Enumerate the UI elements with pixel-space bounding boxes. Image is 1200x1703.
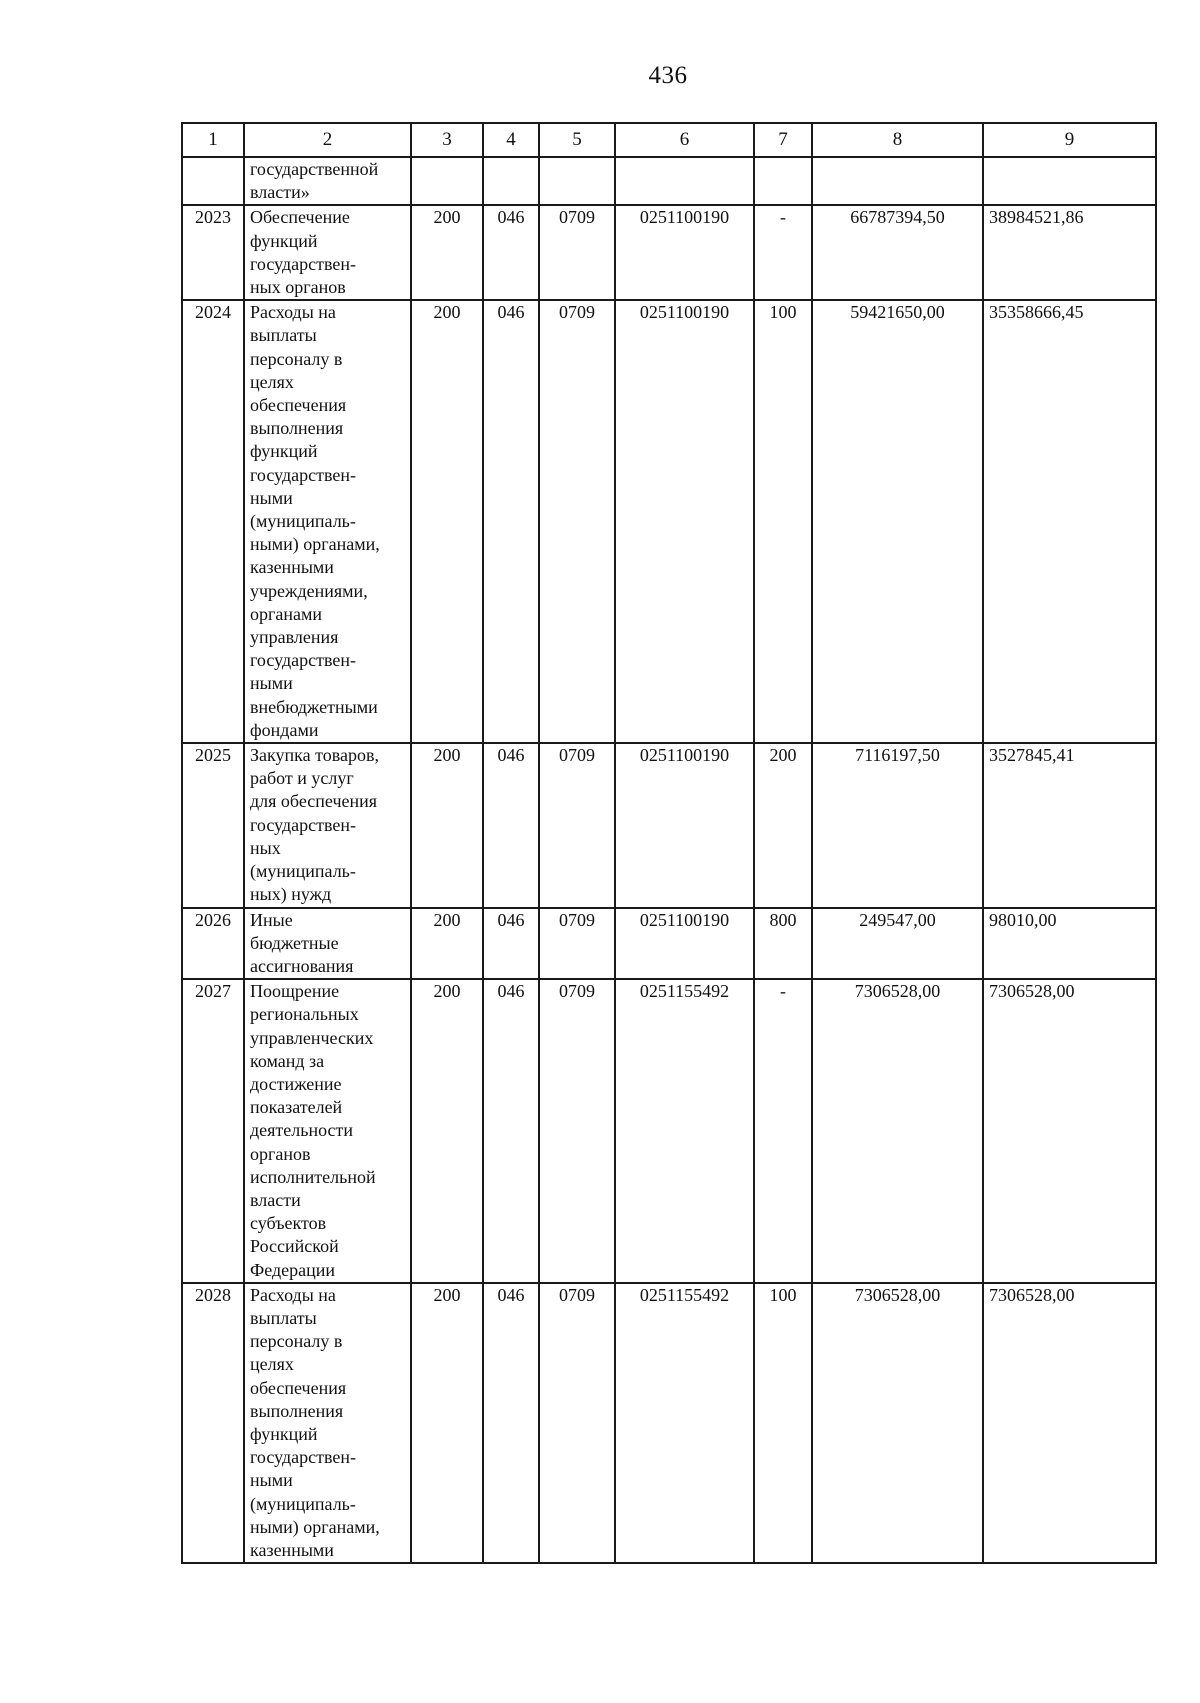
row-number-cell: 2027 — [182, 979, 244, 1283]
code-cell-3: 200 — [411, 908, 483, 980]
item-name-line: органов — [250, 1143, 311, 1164]
item-name-cell — [244, 157, 411, 205]
item-name-line: функций — [250, 441, 318, 462]
item-name-line: ными — [250, 487, 293, 508]
amount-cell-8: 7306528,00 — [812, 979, 983, 1283]
item-name-line: (муниципаль- — [250, 1493, 356, 1514]
code-cell-3: 200 — [411, 1283, 483, 1563]
column-header: 4 — [483, 123, 539, 157]
item-name-line: государствен- — [250, 1447, 357, 1468]
amount-cell-9: 38984521,86 — [983, 205, 1156, 300]
column-header: 8 — [812, 123, 983, 157]
item-name-line: персоналу в — [250, 348, 343, 369]
table-row — [182, 908, 1156, 980]
item-name-line: для обеспечения — [250, 791, 378, 812]
item-name-cell — [244, 743, 411, 907]
item-name-line: Поощрение — [250, 981, 340, 1002]
item-name-cell — [244, 908, 411, 980]
item-name-line: фондами — [250, 719, 319, 740]
column-header: 9 — [983, 123, 1156, 157]
table-row — [182, 1283, 1156, 1563]
item-name-line: государствен- — [250, 814, 357, 835]
row-number-cell: 2028 — [182, 1283, 244, 1563]
section-code-cell — [539, 157, 615, 205]
code-cell-3: 200 — [411, 979, 483, 1283]
row-number-cell: 2023 — [182, 205, 244, 300]
table-row — [182, 205, 1156, 300]
item-name-line: внебюджетными — [250, 696, 378, 717]
amount-cell-8: 7306528,00 — [812, 1283, 983, 1563]
item-name-line: выплаты — [250, 1307, 317, 1328]
code-cell-4: 046 — [483, 300, 539, 743]
expense-type-cell — [754, 157, 812, 205]
row-number-cell: 2024 — [182, 300, 244, 743]
item-name-line: органами — [250, 603, 323, 624]
column-header: 5 — [539, 123, 615, 157]
item-name-line: ными — [250, 1470, 293, 1491]
budget-table — [181, 122, 1157, 1564]
row-number-cell: 2026 — [182, 908, 244, 980]
code-cell-3: 200 — [411, 205, 483, 300]
section-code-cell: 0709 — [539, 1283, 615, 1563]
amount-cell-8 — [812, 157, 983, 205]
column-header: 1 — [182, 123, 244, 157]
code-cell-3: 200 — [411, 743, 483, 907]
item-name-line: казенными — [250, 557, 334, 578]
item-name-line: бюджетные — [250, 932, 339, 953]
amount-cell-8: 7116197,50 — [812, 743, 983, 907]
amount-cell-9: 7306528,00 — [983, 979, 1156, 1283]
item-name-line: (муниципаль- — [250, 511, 356, 532]
item-name-line: управленческих — [250, 1027, 374, 1048]
item-name-line: функций — [250, 230, 318, 251]
item-name-line: ными — [250, 673, 293, 694]
item-name-line: ными) органами, — [250, 1516, 380, 1537]
item-name-line: ными) органами, — [250, 534, 380, 555]
item-name-line: казенными — [250, 1539, 334, 1560]
code-cell-3 — [411, 157, 483, 205]
expense-type-cell: 800 — [754, 908, 812, 980]
item-name-line: выплаты — [250, 325, 317, 346]
amount-cell-9: 35358666,45 — [983, 300, 1156, 743]
item-name-line: Российской — [250, 1236, 339, 1257]
item-name-line: учреждениями, — [250, 580, 368, 601]
item-name-line: команд за — [250, 1050, 325, 1071]
expense-type-cell: 100 — [754, 1283, 812, 1563]
item-name-line: Расходы на — [250, 1284, 336, 1305]
column-header: 2 — [244, 123, 411, 157]
amount-cell-8: 66787394,50 — [812, 205, 983, 300]
table-row — [182, 979, 1156, 1283]
item-name-line: Обеспечение — [250, 207, 350, 228]
section-code-cell: 0709 — [539, 205, 615, 300]
item-name-line: Расходы на — [250, 302, 336, 323]
item-name-line: Закупка товаров, — [250, 745, 379, 766]
item-name-line: показателей — [250, 1097, 343, 1118]
amount-cell-9: 3527845,41 — [983, 743, 1156, 907]
column-header: 7 — [754, 123, 812, 157]
column-header: 6 — [615, 123, 754, 157]
item-name-line: обеспечения — [250, 1377, 347, 1398]
item-name-line: выполнения — [250, 1400, 344, 1421]
item-name-line: выполнения — [250, 418, 344, 439]
item-name-line: работ и услуг — [250, 768, 354, 789]
item-name-line: функций — [250, 1423, 318, 1444]
item-name-cell — [244, 1283, 411, 1563]
amount-cell-8: 59421650,00 — [812, 300, 983, 743]
row-number-cell — [182, 157, 244, 205]
item-name-line: власти — [250, 1189, 301, 1210]
item-name-line: государствен- — [250, 253, 357, 274]
item-name-line: государственной — [250, 159, 379, 179]
table-row — [182, 300, 1156, 743]
row-number-cell: 2025 — [182, 743, 244, 907]
column-header: 3 — [411, 123, 483, 157]
target-article-cell — [615, 157, 754, 205]
item-name-line: персоналу в — [250, 1331, 343, 1352]
table-row — [182, 157, 1156, 205]
item-name-line: Иные — [250, 909, 293, 930]
table-body — [182, 157, 1156, 1563]
item-name-cell — [244, 300, 411, 743]
item-name-line: исполнительной — [250, 1166, 376, 1187]
item-name-line: региональных — [250, 1004, 359, 1025]
code-cell-4: 046 — [483, 205, 539, 300]
section-code-cell: 0709 — [539, 979, 615, 1283]
section-code-cell: 0709 — [539, 743, 615, 907]
item-name-line: управления — [250, 627, 339, 648]
item-name-line: власти» — [250, 182, 310, 203]
item-name-line: целях — [250, 1354, 294, 1375]
target-article-cell: 0251155492 — [615, 1283, 754, 1563]
code-cell-4: 046 — [483, 908, 539, 980]
item-name-line: Федерации — [250, 1259, 336, 1280]
code-cell-4 — [483, 157, 539, 205]
item-name-line: ассигнования — [250, 955, 354, 976]
amount-cell-8: 249547,00 — [812, 908, 983, 980]
target-article-cell: 0251155492 — [615, 979, 754, 1283]
item-name-line: ных) нужд — [250, 884, 332, 905]
item-name-line: ных — [250, 837, 281, 858]
target-article-cell: 0251100190 — [615, 300, 754, 743]
table-row — [182, 743, 1156, 907]
expense-type-cell: - — [754, 205, 812, 300]
amount-cell-9: 7306528,00 — [983, 1283, 1156, 1563]
item-name-line: (муниципаль- — [250, 861, 356, 882]
section-code-cell: 0709 — [539, 300, 615, 743]
code-cell-4: 046 — [483, 743, 539, 907]
code-cell-4: 046 — [483, 1283, 539, 1563]
target-article-cell: 0251100190 — [615, 743, 754, 907]
item-name-line: обеспечения — [250, 395, 347, 416]
item-name-line: государствен- — [250, 464, 357, 485]
item-name-line: достижение — [250, 1073, 342, 1094]
amount-cell-9 — [983, 157, 1156, 205]
item-name-line: целях — [250, 371, 294, 392]
target-article-cell: 0251100190 — [615, 205, 754, 300]
amount-cell-9: 98010,00 — [983, 908, 1156, 980]
item-name-cell — [244, 205, 411, 300]
item-name-line: государствен- — [250, 650, 357, 671]
item-name-line: субъектов — [250, 1213, 327, 1234]
target-article-cell: 0251100190 — [615, 908, 754, 980]
code-cell-3: 200 — [411, 300, 483, 743]
expense-type-cell: 200 — [754, 743, 812, 907]
expense-type-cell: 100 — [754, 300, 812, 743]
page-number: 436 — [648, 62, 688, 89]
section-code-cell: 0709 — [539, 908, 615, 980]
item-name-cell — [244, 979, 411, 1283]
code-cell-4: 046 — [483, 979, 539, 1283]
item-name-line: деятельности — [250, 1120, 354, 1141]
item-name-line: ных органов — [250, 277, 346, 298]
expense-type-cell: - — [754, 979, 812, 1283]
header-row — [182, 123, 1156, 157]
